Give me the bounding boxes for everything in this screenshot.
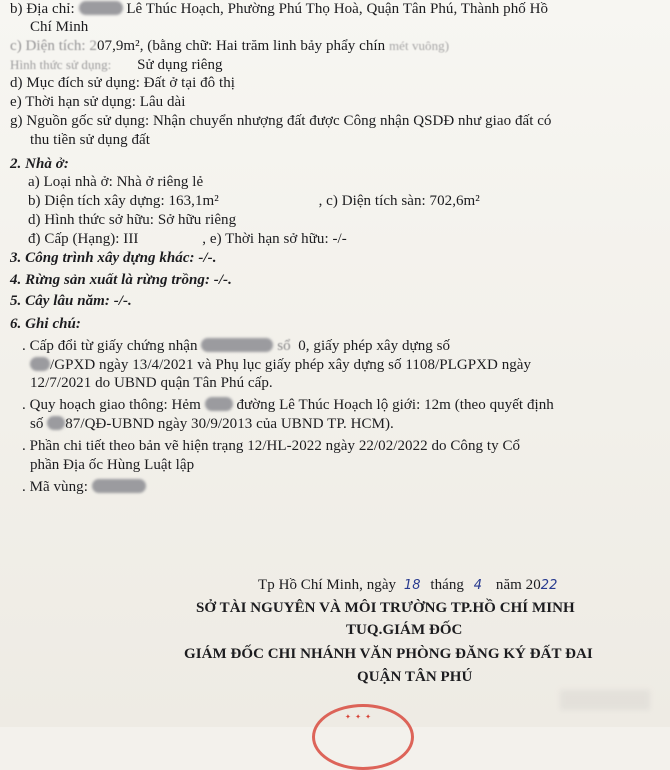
note-zone-label: . Mã vùng: — [22, 479, 88, 495]
signing-day: 18 — [403, 578, 421, 593]
note-traffic-text: . Quy hoạch giao thông: Hẻm — [22, 397, 201, 413]
purpose-line: d) Mục đích sử dụng: Đất ở tại đô thị — [10, 75, 235, 91]
notes-heading: 6. Ghi chú: — [10, 316, 81, 332]
origin-line: g) Nguồn gốc sử dụng: Nhận chuyển nhượng đất được Công nhận QSDĐ như giao đất có — [10, 113, 552, 129]
smudged-number: sổ — [277, 338, 291, 354]
note-reissue-suffix: 0, giấy phép xây dựng số — [298, 338, 451, 354]
other-construction: 3. Công trình xây dựng khác: -/-. — [10, 250, 217, 266]
signing-year: 22 — [540, 578, 558, 593]
address-continued: Chí Minh — [30, 19, 89, 35]
term-line: e) Thời hạn sử dụng: Lâu dài — [10, 94, 186, 110]
use-form-line — [10, 56, 223, 74]
note-permit-cont: 12/7/2021 do UBND quận Tân Phú cấp. — [30, 375, 273, 391]
year-label: năm 20 — [495, 577, 541, 593]
note-reissue-text: . Cấp đổi từ giấy chứng nhận — [22, 338, 198, 354]
floor-area: , c) Diện tích sàn: 702,6m² — [318, 193, 480, 209]
ownership-term: , e) Thời hạn sở hữu: -/- — [202, 231, 347, 247]
signing-place: Tp Hồ Chí Minh, ngày — [258, 577, 397, 593]
smudged-tail: mét vuông) — [389, 38, 450, 53]
house-heading: 2. Nhà ở: — [10, 156, 69, 172]
note-traffic-cont — [30, 415, 394, 433]
note-permit-text: /GPXD ngày 13/4/2021 và Phụ lục giấy phép xây dựng số 1108/PLGPXD ngày — [50, 357, 532, 373]
authority-branch: GIÁM ĐỐC CHI NHÁNH VĂN PHÒNG ĐĂNG KÝ ĐẤT ĐAI — [184, 646, 593, 662]
redacted-block — [201, 338, 273, 352]
seal-lettering: ✦ ✦ ✦ — [345, 713, 373, 721]
background-smudge — [560, 690, 650, 710]
area-value: 07,9m², (bằng chữ: Hai trăm linh bảy phẩy chín — [96, 38, 386, 54]
note-permit — [30, 356, 531, 374]
note-traffic-suffix: đường Lê Thúc Hoạch lộ giới: 12m (theo quyết định — [236, 397, 554, 413]
note-traffic-decision: 87/QĐ-UBND ngày 30/9/2013 của UBND TP. HCM). — [65, 416, 394, 432]
note-zone — [22, 478, 146, 496]
authority-district: QUẬN TÂN PHÚ — [357, 669, 473, 685]
redacted-block — [79, 1, 123, 15]
redacted-block — [30, 357, 50, 371]
address-label: b) Địa chỉ: — [10, 1, 75, 17]
house-area-line — [28, 192, 480, 210]
perennial-trees: 5. Cây lâu năm: -/-. — [10, 293, 132, 309]
grade: đ) Cấp (Hạng): III — [28, 231, 139, 247]
note-traffic — [22, 396, 554, 414]
address-text: Lê Thúc Hoạch, Phường Phú Thọ Hoà, Quận Tân Phú, Thành phố Hồ — [126, 1, 549, 17]
note-traffic-no: số — [30, 416, 44, 432]
signing-date — [258, 576, 557, 595]
smudged-text: c) Diện tích: 2 — [10, 38, 97, 54]
redacted-block — [47, 416, 65, 430]
ownership-line: d) Hình thức sở hữu: Sở hữu riêng — [28, 212, 237, 228]
authority-department: SỞ TÀI NGUYÊN VÀ MÔI TRƯỜNG TP.HỒ CHÍ MINH — [196, 600, 575, 616]
address-line — [10, 0, 548, 18]
redacted-block — [92, 479, 146, 493]
use-form-value: Sử dụng riêng — [137, 57, 223, 73]
note-reissue — [22, 337, 450, 355]
month-label: tháng — [430, 577, 464, 593]
smudged-label: Hình thức sử dụng: — [10, 57, 112, 72]
origin-continued: thu tiền sử dụng đất — [30, 132, 150, 148]
redacted-block — [205, 397, 233, 411]
production-forest: 4. Rừng sản xuất là rừng trồng: -/-. — [10, 272, 232, 288]
construction-area: b) Diện tích xây dựng: 163,1m² — [28, 193, 219, 209]
grade-line — [28, 230, 347, 248]
note-drawing-cont: phần Địa ốc Hùng Luật lập — [30, 457, 195, 473]
signing-month: 4 — [473, 578, 483, 593]
house-type-line: a) Loại nhà ở: Nhà ở riêng lẻ — [28, 174, 204, 190]
area-line — [10, 37, 449, 55]
authority-delegation: TUQ.GIÁM ĐỐC — [346, 622, 463, 638]
note-drawing: . Phần chi tiết theo bản vẽ hiện trạng 12/HL-2022 ngày 22/02/2022 do Công ty Cổ — [22, 438, 521, 454]
